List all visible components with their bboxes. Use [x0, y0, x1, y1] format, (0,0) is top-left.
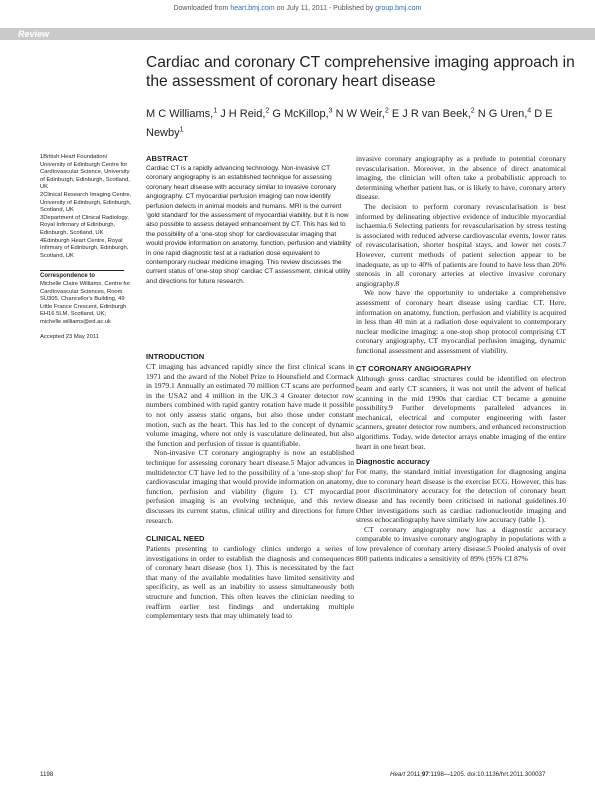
author: E J R van Beek,$^2$: [391, 107, 475, 120]
affiliation-4: 4Edinburgh Heart Centre, Royal Infirmary of Edinburgh, Edinburgh, Scotland, UK: [40, 237, 129, 259]
affiliation-3: 3Department of Clinical Radiology, Royal Infirmary of Edinburgh, Edinburgh, Scotland, UK: [40, 214, 129, 236]
paragraph: The decision to perform coronary revascularisation is best informed by delineating objective evidence of inducible myocardial ischaemia.6 Selecting patients for revascularisation by stress testing is associated with reduced adverse cardiovascular events, lower rates of revascularisation, shorter hospital stays, and lower net costs.7 However, current methods of patient selection appear to be inadequate, as up to 40% of patients are found to have less than 20% stenosis in all coronary arteries at elective invasive coronary angiography.8: [356, 201, 566, 288]
download-middle: on July 11, 2011 - Published by: [276, 5, 374, 12]
diagnostic-accuracy-body: [356, 467, 566, 563]
paragraph: Although gross cardiac structures could be identified on electron beam and early CT scanners, it was not until the advent of helical scanning in the mid 1990s that cardiac CT became a genuine possibility.9 Further developments paralleled advances in mechanical, electrical and computer engineering with faster scanners, greater detector row numbers, and enhanced reconstruction algorithms. Today, wide detector arrays enable imaging of the entire heart in one heart beat.: [356, 374, 566, 451]
publisher-link[interactable]: group.bmj.com: [375, 5, 422, 12]
abstract-heading: ABSTRACT: [146, 154, 188, 163]
author: N G Uren,$^4$: [477, 107, 532, 120]
affiliation-2: 2Clinical Research Imaging Centre, University of Edinburgh, Edinburgh, Scotland, UK: [40, 191, 132, 214]
affiliation-divider: [40, 270, 124, 271]
affiliation-1: 1British Heart Foundation/ University of Edinburgh Centre for Cardiovascular Science, University of Edinburgh, Edinburgh, Scotland, UK: [40, 154, 130, 191]
clinical-need-heading: CLINICAL NEED: [146, 534, 205, 544]
section-bar: [0, 28, 595, 40]
left-column: [146, 154, 354, 621]
introduction-body: [146, 362, 354, 525]
author-list: [146, 103, 586, 141]
section-label: Review: [18, 29, 50, 39]
paragraph: invasive coronary angiography as a prelude to potential coronary revascularisation. Moreover, in the absence of direct anatomical imaging, the clinician will often take a probabilistic approach to determining whether patient has, or is likely to have, coronary artery disease.: [356, 154, 566, 202]
paragraph: CT coronary angiography now has a diagnostic accuracy comparable to invasive coronary angiography in populations with a low prevalence of coronary artery disease.5 Pooled analysis of over 800 patients indicates a sensitivity of 89% (95% CI 87%: [356, 524, 566, 563]
correspondence-text: Michelle Claire Williams, Centre for Cardiovascular Sciences, Room SU305, Chancellor's Building, 49 Little France Crescent, Edinburgh EH16 5LM, Scotland, UK; michelle.williams@ed.ac.uk: [40, 280, 131, 325]
clinical-need-body: [146, 544, 354, 621]
affiliations: [40, 154, 134, 342]
ct-angiography-heading: CT CORONARY ANGIOGRAPHY: [356, 364, 472, 374]
citation-footer: Heart 2011;97:1198—1205. doi:10.1136/hrt.2011.300037: [390, 771, 546, 778]
volume: 97: [421, 771, 429, 778]
page-number: 1198: [40, 771, 54, 778]
author: D E Newby$^1$: [146, 107, 553, 139]
diagnostic-accuracy-heading: Diagnostic accuracy: [356, 457, 430, 467]
correspondence-heading: Correspondence to: [40, 273, 96, 280]
paragraph: For many, the standard initial investigation for diagnosing angina due to coronary heart disease is the exercise ECG. However, this has poor discriminatory accuracy for the detection of coronary heart disease and has recently been criticised in national guidelines.10 Other investigations such as cardiac radionucleotide imaging and stress echocardiography have similarly low accuracy (table 1).: [356, 467, 566, 525]
author: M C Williams,$^1$: [146, 107, 218, 120]
introduction-heading: INTRODUCTION: [146, 352, 205, 361]
paragraph: Non-invasive CT coronary angiography is now an established technique for assessing coronary heart disease.5 Major advances in multidetector CT have led to the possibility of a 'one-stop shop' for cardiovascular imaging that would provide information on anatomy, function, perfusion and viability (figure 1). CT myocardial perfusion imaging is an evolving technique, and this review discusses its current status, clinical utility and directions for future research.: [146, 448, 354, 525]
paragraph: We now have the opportunity to undertake a comprehensive assessment of coronary heart disease using cardiac CT. Here, information on anatomy, function, perfusion and viability is acquired in less than 40 min at a radiation dose equivalent to contemporary nuclear medicine imaging: a one-stop shop protocol comprising CT coronary angiography, CT myocardial perfusion imaging, dynamic functional assessment and assessment of viability.: [356, 288, 566, 355]
article-title: Cardiac and coronary CT comprehensive imaging approach in the assessment of coronary heart disease: [146, 54, 575, 90]
paragraph: Patients presenting to cardiology clinics undergo a series of investigations in order to establish the diagnosis and consequences of coronary heart disease (box 1). This is necessitated by the fact that many of the available modalities have limited sensitivity and specificity, as well as an inability to assess simultaneously both structure and function. This often leaves the clinician needing to reaffirm earlier test findings and undertaking multiple complementary tests that may ultimately lead to: [146, 544, 354, 621]
download-prefix: Downloaded from: [173, 5, 229, 12]
author: J H Reid,$^2$: [220, 107, 270, 120]
abstract-text: Cardiac CT is a rapidly advancing technology. Non-invasive CT coronary angiography is an established technique for assessing coronary heart disease with accuracy similar to invasive coronary angiography. CT myocardial perfusion imaging can now identify perfusion defects in animal models and humans. MRI is the current 'gold standard' for the assessment of myocardial viability, but it is now also possible to assess delayed enhancement by CT. This has led to the possibility of a 'one-stop shop' for cardiovascular imaging that would provide information on anatomy, function, perfusion and viability in one rapid diagnostic test at a radiation dose equivalent to contemporary nuclear medicine imaging. This review discusses the current status of 'one-stop shop' cardiac CT assessment, clinical utility and directions for future research.: [146, 165, 351, 285]
download-banner: [0, 5, 595, 12]
journal-site-link[interactable]: heart.bmj.com: [230, 5, 275, 12]
right-column: [356, 154, 566, 563]
author: N W Weir,$^2$: [335, 107, 389, 120]
continuation-body: [356, 154, 566, 355]
journal-name: Heart: [390, 771, 406, 778]
ct-angiography-body: [356, 374, 566, 451]
accepted-date: Accepted 23 May 2011: [40, 334, 99, 341]
author: G McKillop,$^3$: [272, 107, 333, 120]
paragraph: CT imaging has advanced rapidly since the first clinical scans in 1971 and the award of the Nobel Prize to Hounsfield and Cormack in 1979.1 Annually an estimated 70 million CT scans are performed in the USA2 and 4 million in the UK.3 4 Greater detector row numbers combined with rapid gantry rotation have made it possible to not only assess static organs, but also those under constant motion, such as the heart. This has led to the concept of dynamic volume imaging, where not only is vasculature delineated, but also the function and perfusion of tissue is quantifiable.: [146, 362, 354, 448]
